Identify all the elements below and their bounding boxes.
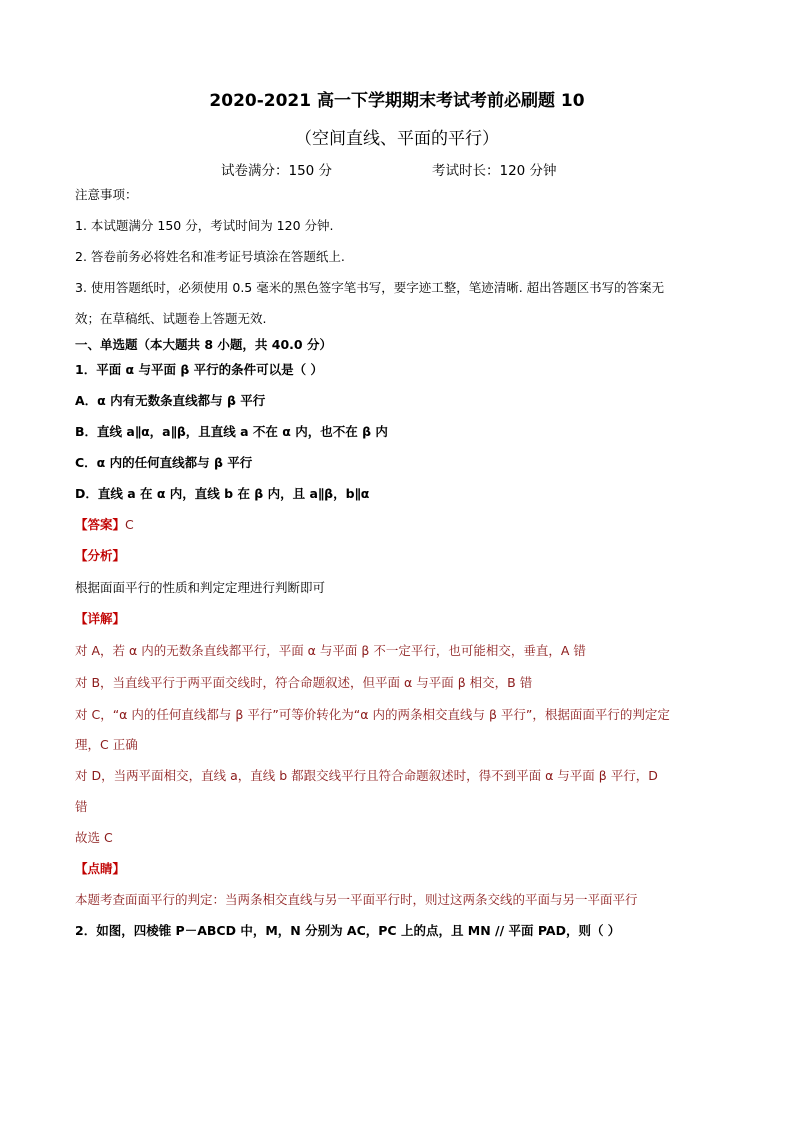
answer-tag: 【答案】 <box>75 517 126 532</box>
choose-line: 故选 C <box>75 830 113 845</box>
answer-value: C <box>125 517 134 532</box>
q1-option-b: B．直线 a∥α，a∥β，且直线 a 不在 α 内，也不在 β 内 <box>75 424 388 439</box>
detail-line-3b: 理，C 正确 <box>75 737 138 752</box>
q2-stem: 2．如图，四棱锥 P－ABCD 中，M，N 分别为 AC，PC 上的点，且 MN // 平面 PAD，则（ ） <box>75 923 621 938</box>
q1-option-c: C．α 内的任何直线都与 β 平行 <box>75 455 253 470</box>
comment-text: 本题考查面面平行的判定：当两条相交直线与另一平面平行时，则过这两条交线的平面与另一平面平行 <box>75 892 638 907</box>
comment-tag: 【点睛】 <box>75 861 126 876</box>
q1-answer-row <box>75 517 134 533</box>
detail-line-4b: 错 <box>75 799 88 814</box>
q1-stem: 1．平面 α 与平面 β 平行的条件可以是（ ） <box>75 362 323 377</box>
analysis-text: 根据面面平行的性质和判定定理进行判断即可 <box>75 580 326 595</box>
note-item-2: 2. 答卷前务必将姓名和准考证号填涂在答题纸上. <box>75 249 345 264</box>
q1-option-a: A．α 内有无数条直线都与 β 平行 <box>75 393 266 408</box>
detail-tag: 【详解】 <box>75 611 126 626</box>
exam-title: 2020-2021 高一下学期期末考试考前必刷题 10 <box>209 91 585 111</box>
note-item-3-line1: 3. 使用答题纸时，必须使用 0.5 毫米的黑色签字笔书写，要字迹工整，笔迹清晰. 超出答题区书写的答案无 <box>75 280 665 295</box>
q1-option-d: D．直线 a 在 α 内，直线 b 在 β 内，且 a∥β，b∥α <box>75 486 370 501</box>
exam-subtitle: （空间直线、平面的平行） <box>295 129 499 149</box>
detail-line-3a: 对 C，“α 内的任何直线都与 β 平行”可等价转化为“α 内的两条相交直线与 β 平行”，根据面面平行的判定定 <box>75 707 670 722</box>
analysis-tag: 【分析】 <box>75 548 126 563</box>
duration: 考试时长：120 分钟 <box>432 163 557 179</box>
note-item-1: 1. 本试题满分 150 分，考试时间为 120 分钟. <box>75 218 334 233</box>
detail-line-4a: 对 D，当两平面相交，直线 a，直线 b 都跟交线平行且符合命题叙述时，得不到平面 α 与平面 β 平行，D <box>75 768 658 783</box>
detail-line-1: 对 A，若 α 内的无数条直线都平行，平面 α 与平面 β 不一定平行，也可能相交，垂直，A 错 <box>75 643 586 658</box>
note-item-3-line2: 效；在草稿纸、试题卷上答题无效. <box>75 311 267 326</box>
notes-heading: 注意事项： <box>75 187 138 202</box>
detail-line-2: 对 B，当直线平行于两平面交线时，符合命题叙述，但平面 α 与平面 β 相交，B 错 <box>75 675 533 690</box>
full-score: 试卷满分：150 分 <box>221 163 333 179</box>
section-heading: 一、单选题（本大题共 8 小题，共 40.0 分） <box>75 337 332 352</box>
